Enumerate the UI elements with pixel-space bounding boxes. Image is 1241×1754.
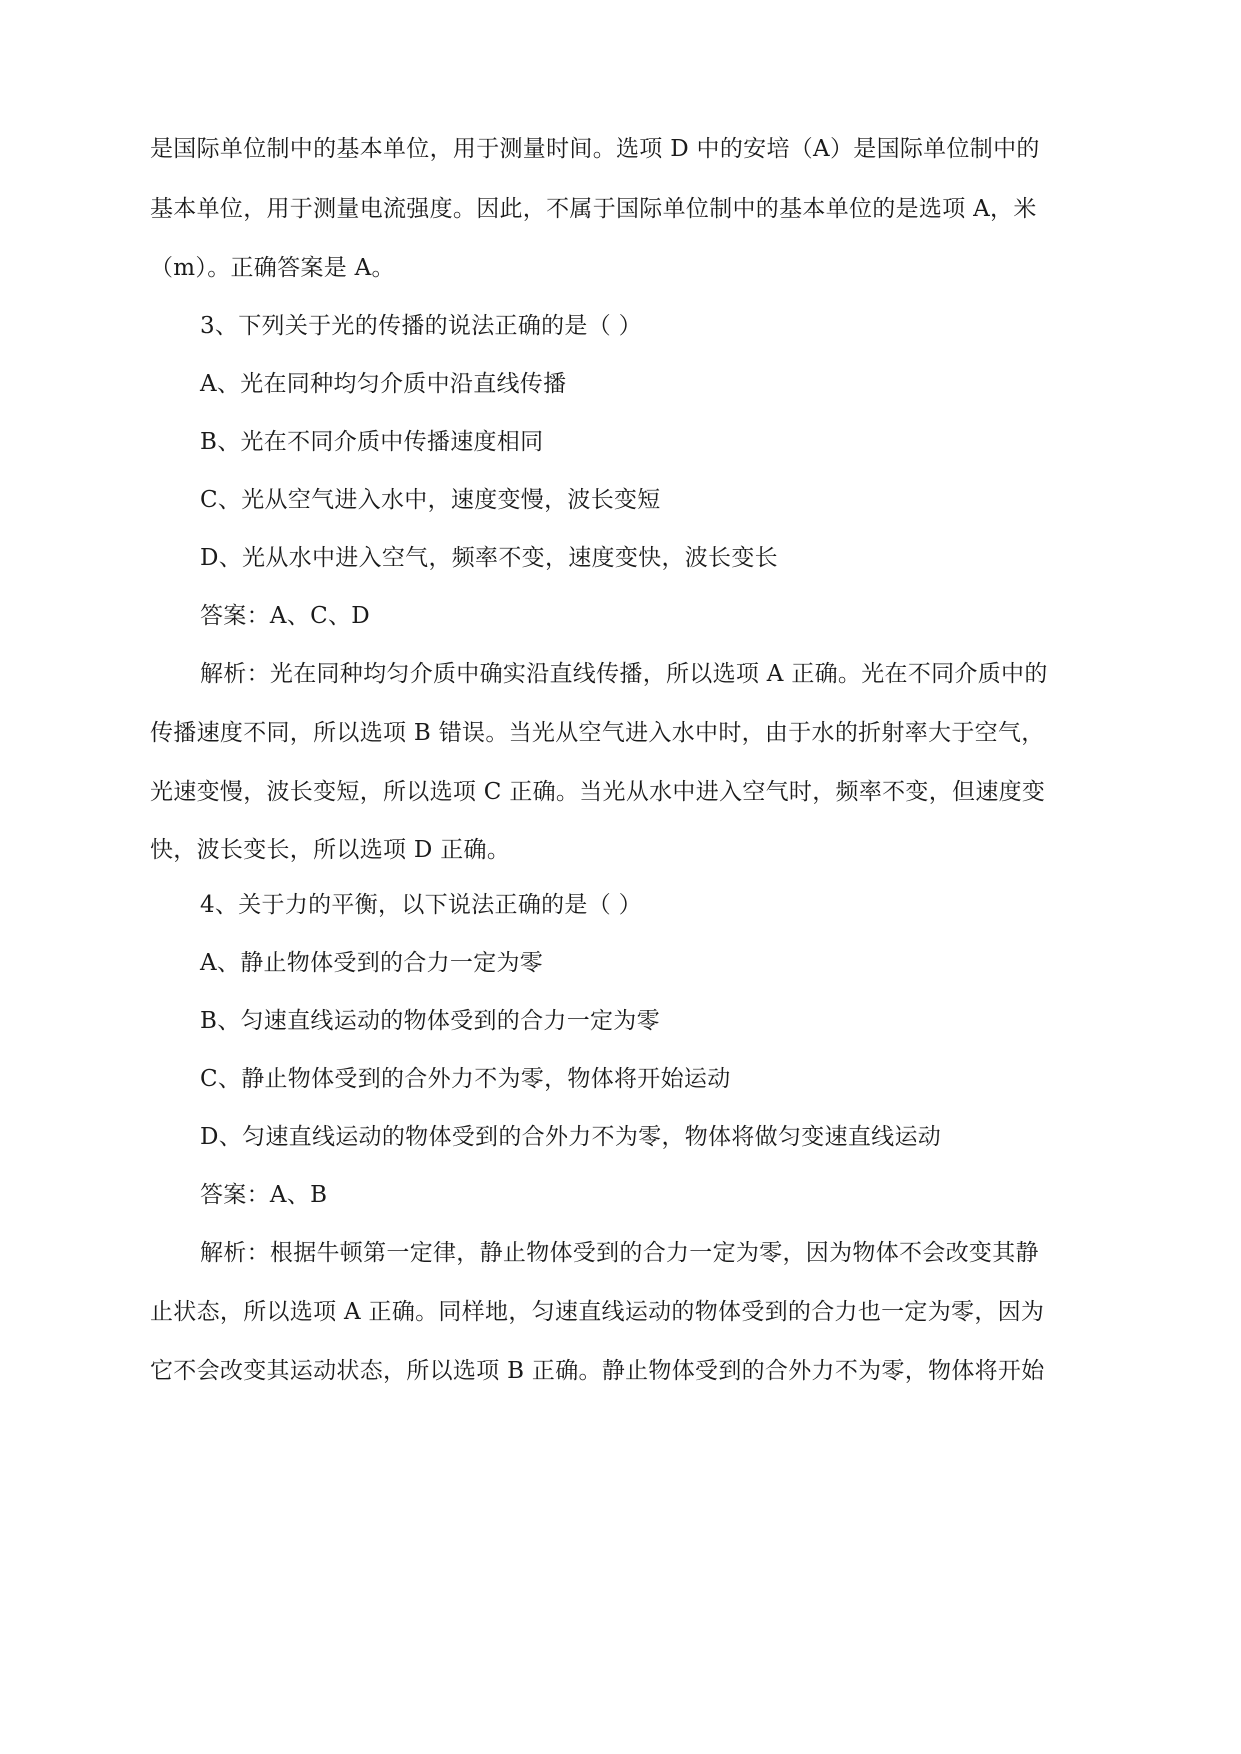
- question-4-option-a: A、静止物体受到的合力一定为零: [200, 950, 544, 976]
- question-3-explanation-line: 传播速度不同，所以选项 B 错误。当光从空气进入水中时，由于水的折射率大于空气，: [150, 720, 1045, 746]
- question-4-option-d: D、匀速直线运动的物体受到的合外力不为零，物体将做匀变速直线运动: [200, 1124, 942, 1150]
- question-3-option-a: A、光在同种均匀介质中沿直线传播: [200, 371, 567, 397]
- question-4-option-c: C、静止物体受到的合外力不为零，物体将开始运动: [200, 1066, 731, 1092]
- question-4-stem: 4、关于力的平衡，以下说法正确的是（ ）: [200, 892, 642, 918]
- paragraph-line: （m）。正确答案是 A。: [150, 255, 395, 281]
- question-4-explanation-line: 解析：根据牛顿第一定律，静止物体受到的合力一定为零，因为物体不会改变其静: [200, 1240, 1039, 1266]
- question-4-option-b: B、匀速直线运动的物体受到的合力一定为零: [200, 1008, 660, 1034]
- question-4-answer: 答案：A、B: [200, 1182, 328, 1208]
- question-3-explanation-line: 快，波长变长，所以选项 D 正确。: [150, 837, 511, 863]
- question-3-answer: 答案：A、C、D: [200, 603, 371, 629]
- question-3-explanation-line: 光速变慢，波长变短，所以选项 C 正确。当光从水中进入空气时，频率不变，但速度变: [150, 779, 1046, 805]
- question-3-option-d: D、光从水中进入空气，频率不变，速度变快，波长变长: [200, 545, 778, 571]
- question-3-stem: 3、下列关于光的传播的说法正确的是（ ）: [200, 313, 642, 339]
- question-3-option-b: B、光在不同介质中传播速度相同: [200, 429, 544, 455]
- question-3-explanation-line: 解析：光在同种均匀介质中确实沿直线传播，所以选项 A 正确。光在不同介质中的: [200, 661, 1048, 687]
- paragraph-line: 是国际单位制中的基本单位，用于测量时间。选项 D 中的安培（A）是国际单位制中的: [150, 136, 1040, 162]
- question-3-option-c: C、光从空气进入水中，速度变慢，波长变短: [200, 487, 661, 513]
- question-4-explanation-line: 它不会改变其运动状态，所以选项 B 正确。静止物体受到的合外力不为零，物体将开始: [150, 1358, 1045, 1384]
- question-4-explanation-line: 止状态，所以选项 A 正确。同样地，匀速直线运动的物体受到的合力也一定为零，因为: [150, 1299, 1045, 1325]
- paragraph-line: 基本单位，用于测量电流强度。因此，不属于国际单位制中的基本单位的是选项 A，米: [150, 196, 1037, 222]
